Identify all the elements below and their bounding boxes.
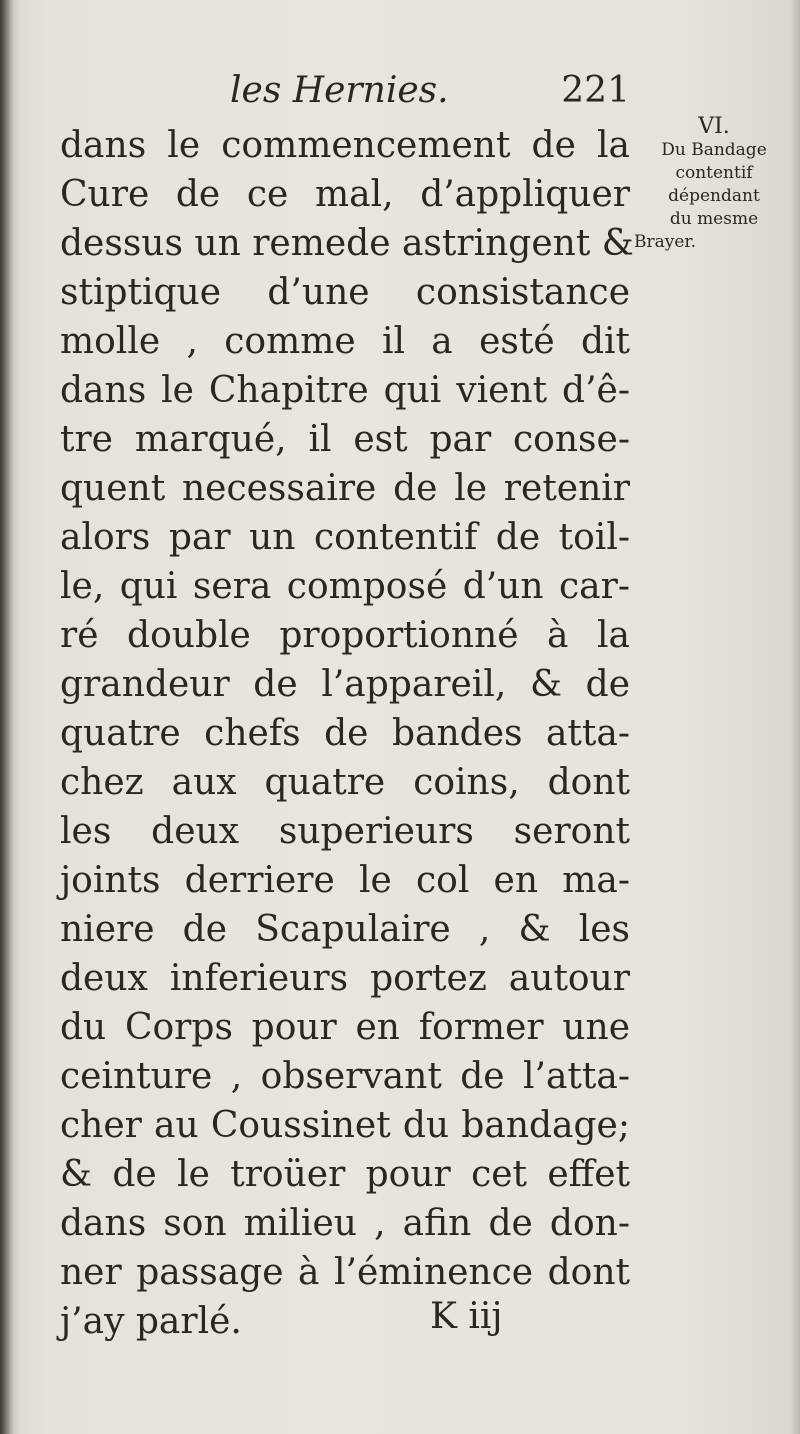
text-line: joints derriere le col en ma- [60,860,630,901]
text-line: grandeur de l’appareil, & de [60,664,630,705]
text-line: quent necessaire de le retenir [60,468,630,509]
text-line: ner passage à l’éminence dont [60,1252,630,1293]
margin-note-line: dépendant [668,186,760,206]
signature-mark: K iij [430,1296,503,1337]
text-line: niere de Scapulaire , & les [60,909,630,950]
text-line: ré double proportionné à la [60,615,630,656]
text-line: deux inferieurs portez autour [60,958,630,999]
text-line: chez aux quatre coins, dont [60,762,630,803]
margin-note-line: contentif [675,163,753,183]
margin-note-line: du mesme [669,209,759,229]
text-line: dans le commencement de la [60,125,630,166]
text-line: les deux superieurs seront [60,811,630,852]
margin-note-number: VI. [698,114,730,139]
text-line: & de le troüer pour cet effet [60,1154,630,1195]
margin-note-line: Du Bandage [661,140,767,160]
text-line: Cure de ce mal, d’appliquer [60,174,630,215]
margin-note [634,115,794,254]
text-line: cher au Coussinet du bandage; [60,1105,630,1146]
text-line: dans son milieu , afin de don- [60,1203,630,1244]
text-line: dessus un remede astringent & [60,223,634,264]
text-line: le, qui sera composé d’un car- [60,566,630,607]
text-line: quatre chefs de bandes atta- [60,713,630,754]
text-line: du Corps pour en former une [60,1007,630,1048]
margin-note-line: Brayer. [634,232,697,252]
text-line: ceinture , observant de l’atta- [60,1056,630,1097]
page-header [230,70,630,114]
text-line: tre marqué, il est par conse- [60,419,630,460]
running-title: les Hernies. [230,70,449,111]
text-line: molle , comme il a esté dit [60,321,630,362]
text-line: j’ay parlé. [60,1301,242,1342]
text-line: stiptique d’une consistance [60,272,630,313]
body-text [60,121,634,1346]
page-number: 221 [561,70,630,111]
page-binding-shadow [0,0,22,1434]
text-line: dans le Chapitre qui vient d’ê- [60,370,630,411]
text-line: alors par un contentif de toil- [60,517,630,558]
